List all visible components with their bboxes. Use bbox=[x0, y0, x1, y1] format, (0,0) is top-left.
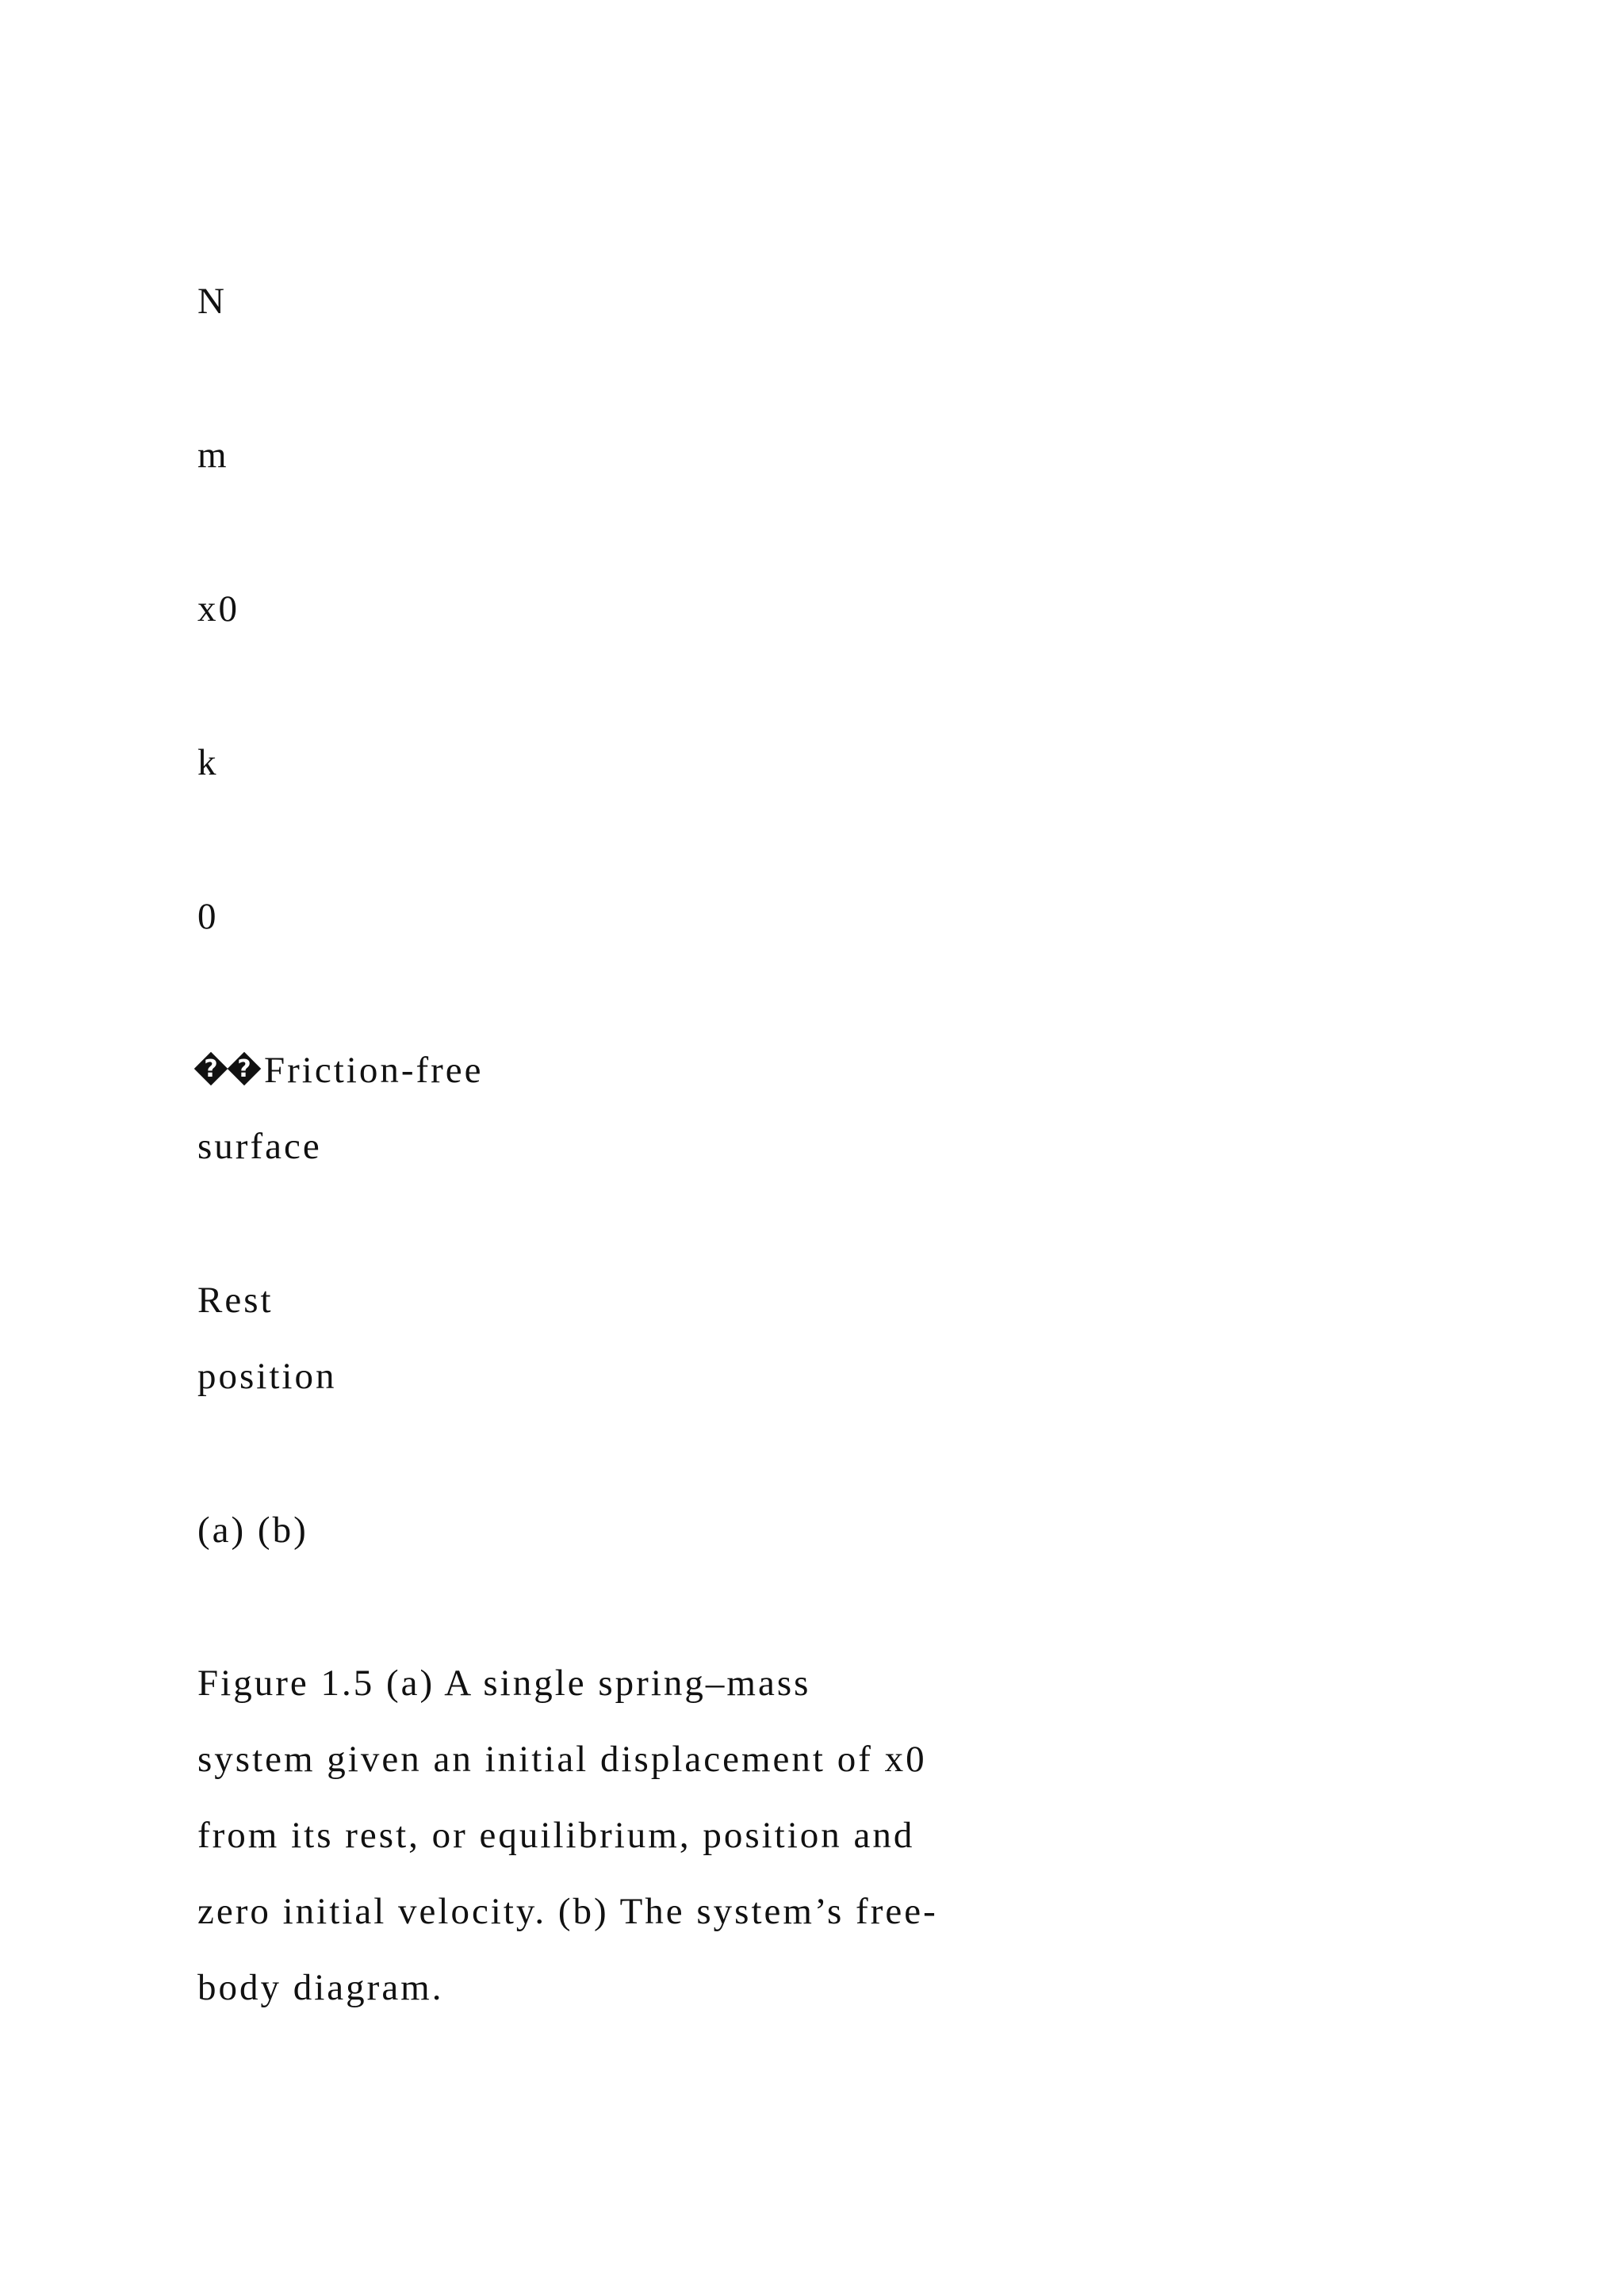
label-origin: 0 bbox=[197, 896, 219, 937]
label-surface-line1 bbox=[197, 1032, 484, 1108]
label-rest-line2: position bbox=[197, 1356, 337, 1397]
caption-line-5: body diagram. bbox=[197, 1967, 444, 2008]
surface-label-text: Friction-free bbox=[264, 1050, 484, 1091]
label-mass: m bbox=[197, 434, 229, 476]
label-spring-constant: k bbox=[197, 742, 219, 783]
label-normal-force: N bbox=[197, 281, 227, 322]
replacement-character-icon bbox=[231, 1052, 262, 1087]
caption-line-3: from its rest, or equilibrium, position and bbox=[197, 1815, 915, 1856]
label-initial-displacement: x0 bbox=[197, 588, 239, 629]
caption-line-4: zero initial velocity. (b) The system’s free- bbox=[197, 1891, 938, 1932]
caption-line-1: Figure 1.5 (a) A single spring–mass bbox=[197, 1663, 811, 1704]
replacement-character-icon bbox=[197, 1052, 229, 1087]
caption-line-2: system given an initial displacement of x0 bbox=[197, 1739, 927, 1780]
label-panels: (a) (b) bbox=[197, 1510, 308, 1551]
label-surface-line2: surface bbox=[197, 1126, 322, 1167]
label-rest-line1: Rest bbox=[197, 1280, 274, 1321]
